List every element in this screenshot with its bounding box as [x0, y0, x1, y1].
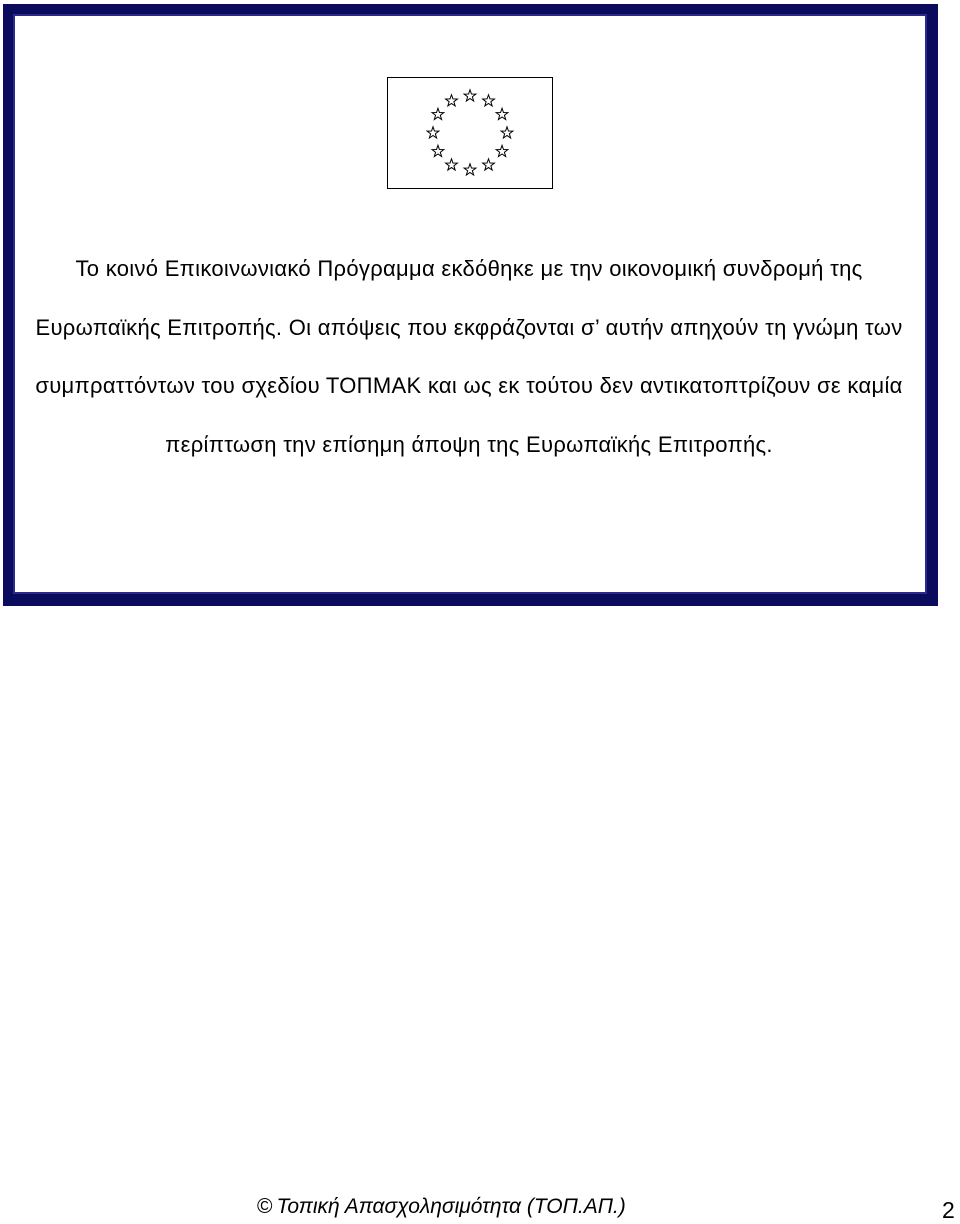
- footer-credit: [257, 1193, 626, 1221]
- footer-credit-text: Τοπική Απασχολησιμότητα (ΤΟΠ.ΑΠ.): [276, 1195, 626, 1218]
- copyright-icon: ©: [257, 1195, 273, 1218]
- eu-flag-icon: [387, 77, 553, 189]
- star-icon: [501, 127, 513, 138]
- funding-disclaimer-text: Το κοινό Επικοινωνιακό Πρόγραμμα εκδόθηκε με την οικονομική συνδρομή της Ευρωπαϊκής Επιτροπής. Οι απόψεις που εκφράζονται σ’ αυτήν απηχούν τη γνώμη των συμπραττόντων του σχεδίου ΤΟΠΜΑΚ και ως εκ τούτου δεν αντικατοπτρίζουν σε καμία περίπτωση την επίσημη άποψη της Ευρωπαϊκής Επιτροπής.: [35, 256, 903, 457]
- page-number: 2: [942, 1197, 955, 1223]
- star-icon: [427, 127, 439, 138]
- eu-flag-stars: [388, 78, 554, 190]
- star-icon: [483, 95, 495, 106]
- star-icon: [483, 159, 495, 170]
- star-icon: [446, 159, 458, 170]
- star-icon: [432, 145, 444, 156]
- star-icon: [464, 164, 476, 175]
- star-icon: [496, 145, 508, 156]
- star-icon: [446, 95, 458, 106]
- star-icon: [496, 108, 508, 119]
- star-icon: [432, 108, 444, 119]
- star-icon: [464, 90, 476, 101]
